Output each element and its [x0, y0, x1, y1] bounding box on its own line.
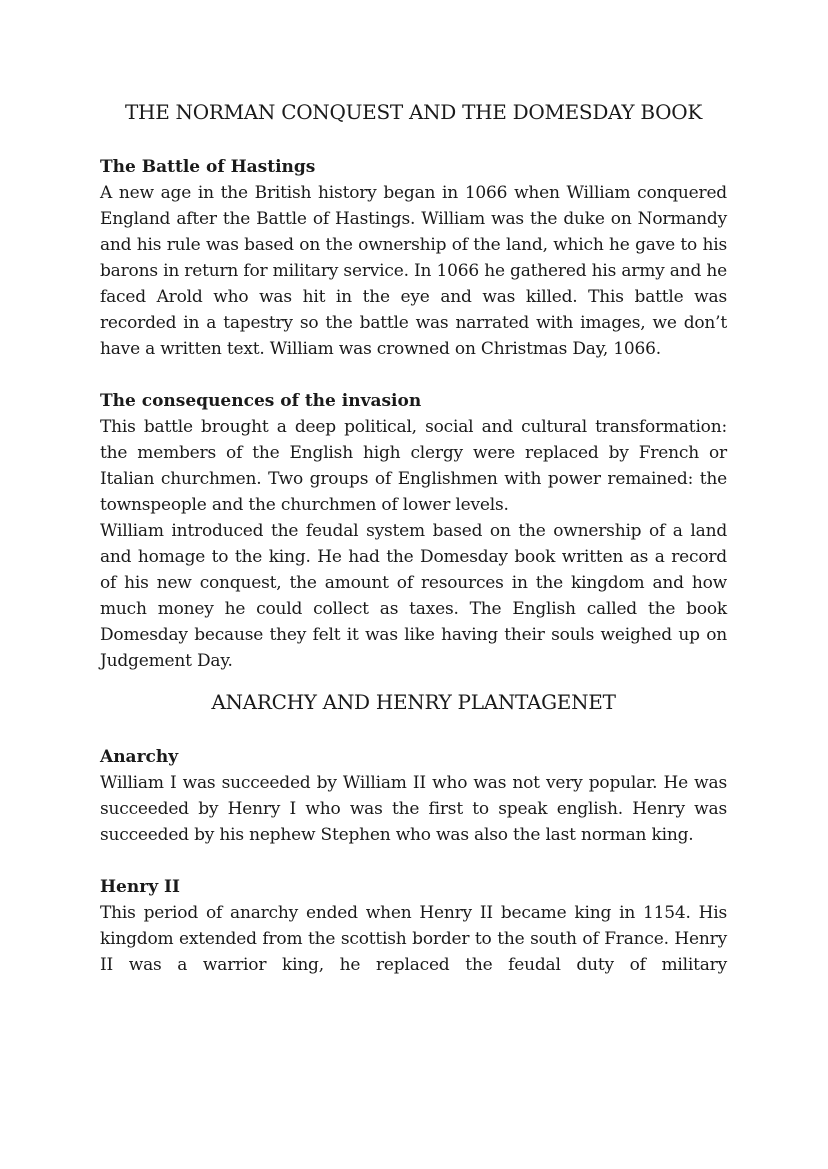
- section-consequences-of-invasion: [100, 388, 727, 674]
- chapter-title-norman-conquest: THE NORMAN CONQUEST AND THE DOMESDAY BOOK: [125, 100, 702, 124]
- section-heading: The Battle of Hastings: [100, 157, 316, 177]
- paragraph: William introduced the feudal system based on the ownership of a land and homage to the king. He had the Domesday book written as a record of his new conquest, the amount of resources in the kingdom and how much money he could collect as taxes. The English called the book Domesday because they felt it was like having their souls weighed up on Judgement Day.: [100, 521, 727, 671]
- document-content: [100, 98, 727, 978]
- section-battle-of-hastings: [100, 154, 727, 362]
- paragraph: William I was succeeded by William II who was not very popular. He was succeeded by Henry I who was the first to speak english. Henry was succeeded by his nephew Stephen who was also the last norman king.: [100, 773, 727, 845]
- paragraph: This period of anarchy ended when Henry II became king in 1154. His kingdom extended from the scottish border to the south of France. Henry II was a warrior king, he replaced the feudal duty of military: [100, 903, 727, 975]
- paragraph: This battle brought a deep political, social and cultural transformation: the members of the English high clergy were replaced by French or Italian churchmen. Two groups of Englishmen with power remained: the townspeople and the churchmen of lower levels.: [100, 417, 727, 515]
- paragraph: A new age in the British history began in 1066 when William conquered England after the Battle of Hastings. William was the duke on Normandy and his rule was based on the ownership of the land, which he gave to his barons in return for military service. In 1066 he gathered his army and he faced Arold who was hit in the eye and was killed. This battle was recorded in a tapestry so the battle was narrated with images, we don’t have a written text. William was crowned on Christmas Day, 1066.: [100, 183, 727, 359]
- section-anarchy: [100, 744, 727, 848]
- chapter-title-anarchy: ANARCHY AND HENRY PLANTAGENET: [211, 690, 616, 714]
- section-heading: The consequences of the invasion: [100, 391, 422, 411]
- section-henry-ii: [100, 874, 727, 978]
- section-heading: Anarchy: [100, 747, 179, 767]
- section-heading: Henry II: [100, 877, 180, 897]
